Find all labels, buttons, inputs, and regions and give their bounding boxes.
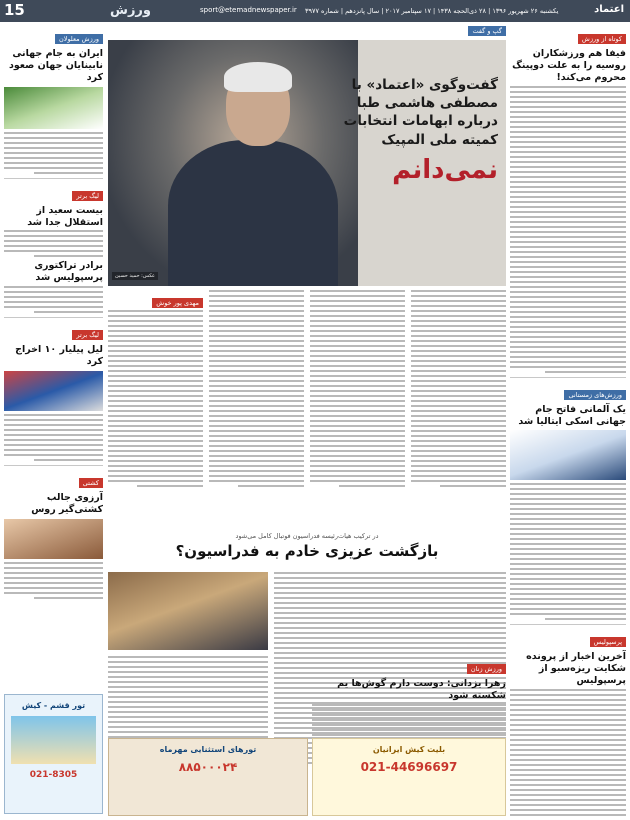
interview-headline [338, 76, 498, 185]
news-photo [4, 519, 103, 559]
page-number: 15 [4, 1, 25, 19]
section-label: لیگ برتر [72, 191, 103, 201]
headline: برادر تراکتوری پرسپولیس شد [34, 260, 103, 284]
interview-body [108, 290, 506, 530]
travel-ad[interactable] [4, 694, 103, 814]
ad-title: تور قشم - کیش [21, 701, 86, 710]
section-title: ورزش [110, 3, 151, 18]
interview-photo [108, 40, 358, 286]
page-header [0, 0, 630, 22]
author-label: مهدی پور خوش [152, 298, 203, 308]
section-label: لیگ برتر [72, 330, 103, 340]
headline: آخرین اخبار از پرونده شکایت ریزه‌سبو از پرسپولیس [526, 651, 626, 687]
headline: فیفا هم ورزشکاران روسیه را به علت دوپینگ محروم می‌کند! [512, 48, 626, 83]
photo-credit: عکس: حمید حسین [112, 272, 158, 280]
section-label: ورزش معلولان [55, 34, 103, 44]
story-headline: زهرا یزدانی: دوست دارم گوش‌ها یم شکسته شود [337, 678, 506, 701]
story-kicker: در ترکیب هیات‌رئیسه فدراسیون فوتبال کامل می‌شود [235, 532, 379, 540]
article-text [510, 689, 626, 816]
headline: ایران به جام جهانی نابینایان جهان صعود کرد [8, 48, 103, 83]
ad-phone: 021-8305 [29, 770, 78, 780]
section-label: کوتاه از ورزش [578, 34, 626, 44]
article-text [510, 86, 626, 373]
section-label: ورزش‌های زمستانی [564, 390, 626, 400]
news-photo [4, 87, 103, 129]
headline: یک آلمانی فاتح جام جهانی اسکی ایتالیا شد [518, 403, 626, 427]
article-text [4, 230, 103, 257]
article-text [4, 414, 103, 461]
news-photo [4, 371, 103, 411]
news-photo [510, 430, 626, 480]
newspaper-logo: اعتماد [594, 4, 624, 15]
section-email: sport@etemadnewspaper.ir [200, 6, 297, 14]
travel-ad[interactable] [312, 738, 506, 816]
headline: آرزوی جالب کشتی‌گیر روس [31, 491, 103, 515]
story-headline: بازگشت عزیزی خادم به فدراسیون؟ [175, 542, 439, 560]
section-label: کشتی [79, 478, 103, 488]
headline: بیست سعید از استقلال جدا شد [27, 204, 103, 228]
article-text [4, 286, 103, 313]
feature-story [108, 532, 506, 562]
article-text [510, 483, 626, 620]
ad-phone: ۸۸۵۰۰۰۲۴ [178, 760, 238, 774]
interview-title: گفت‌وگوی «اعتماد» با مصطفی هاشمی طبا درباره ابهامات انتخابات کمیته ملی المپیک [343, 77, 498, 148]
article-text [4, 562, 103, 599]
travel-ad[interactable] [108, 738, 308, 816]
article-text [4, 132, 103, 174]
ad-phone: 021-44696697 [360, 760, 458, 774]
date-line: یکشنبه ۲۶ شهریور ۱۳۹۶ | ۲۸ ذی‌الحجه ۱۴۳۸ | ۱۷ سپتامبر ۲۰۱۷ | سال پانزدهم | شماره ۳۹۷۷ [305, 7, 559, 15]
ad-title: بلیت کیش ایرانیان [372, 745, 446, 754]
section-label: گپ و گفت [468, 26, 506, 36]
section-label: پرسپولیس [590, 637, 626, 647]
headline: لیل پیلیار ۱۰ اخراج کرد [15, 344, 103, 367]
ad-title: تورهای استثنایی مهرماه [159, 745, 257, 754]
interview-quote: نمی‌دانم [392, 154, 498, 185]
right-column [510, 26, 626, 816]
section-label: ورزش زنان [467, 664, 506, 674]
interview-feature [108, 40, 506, 286]
middle-column [108, 26, 506, 816]
story-photo [108, 572, 268, 650]
